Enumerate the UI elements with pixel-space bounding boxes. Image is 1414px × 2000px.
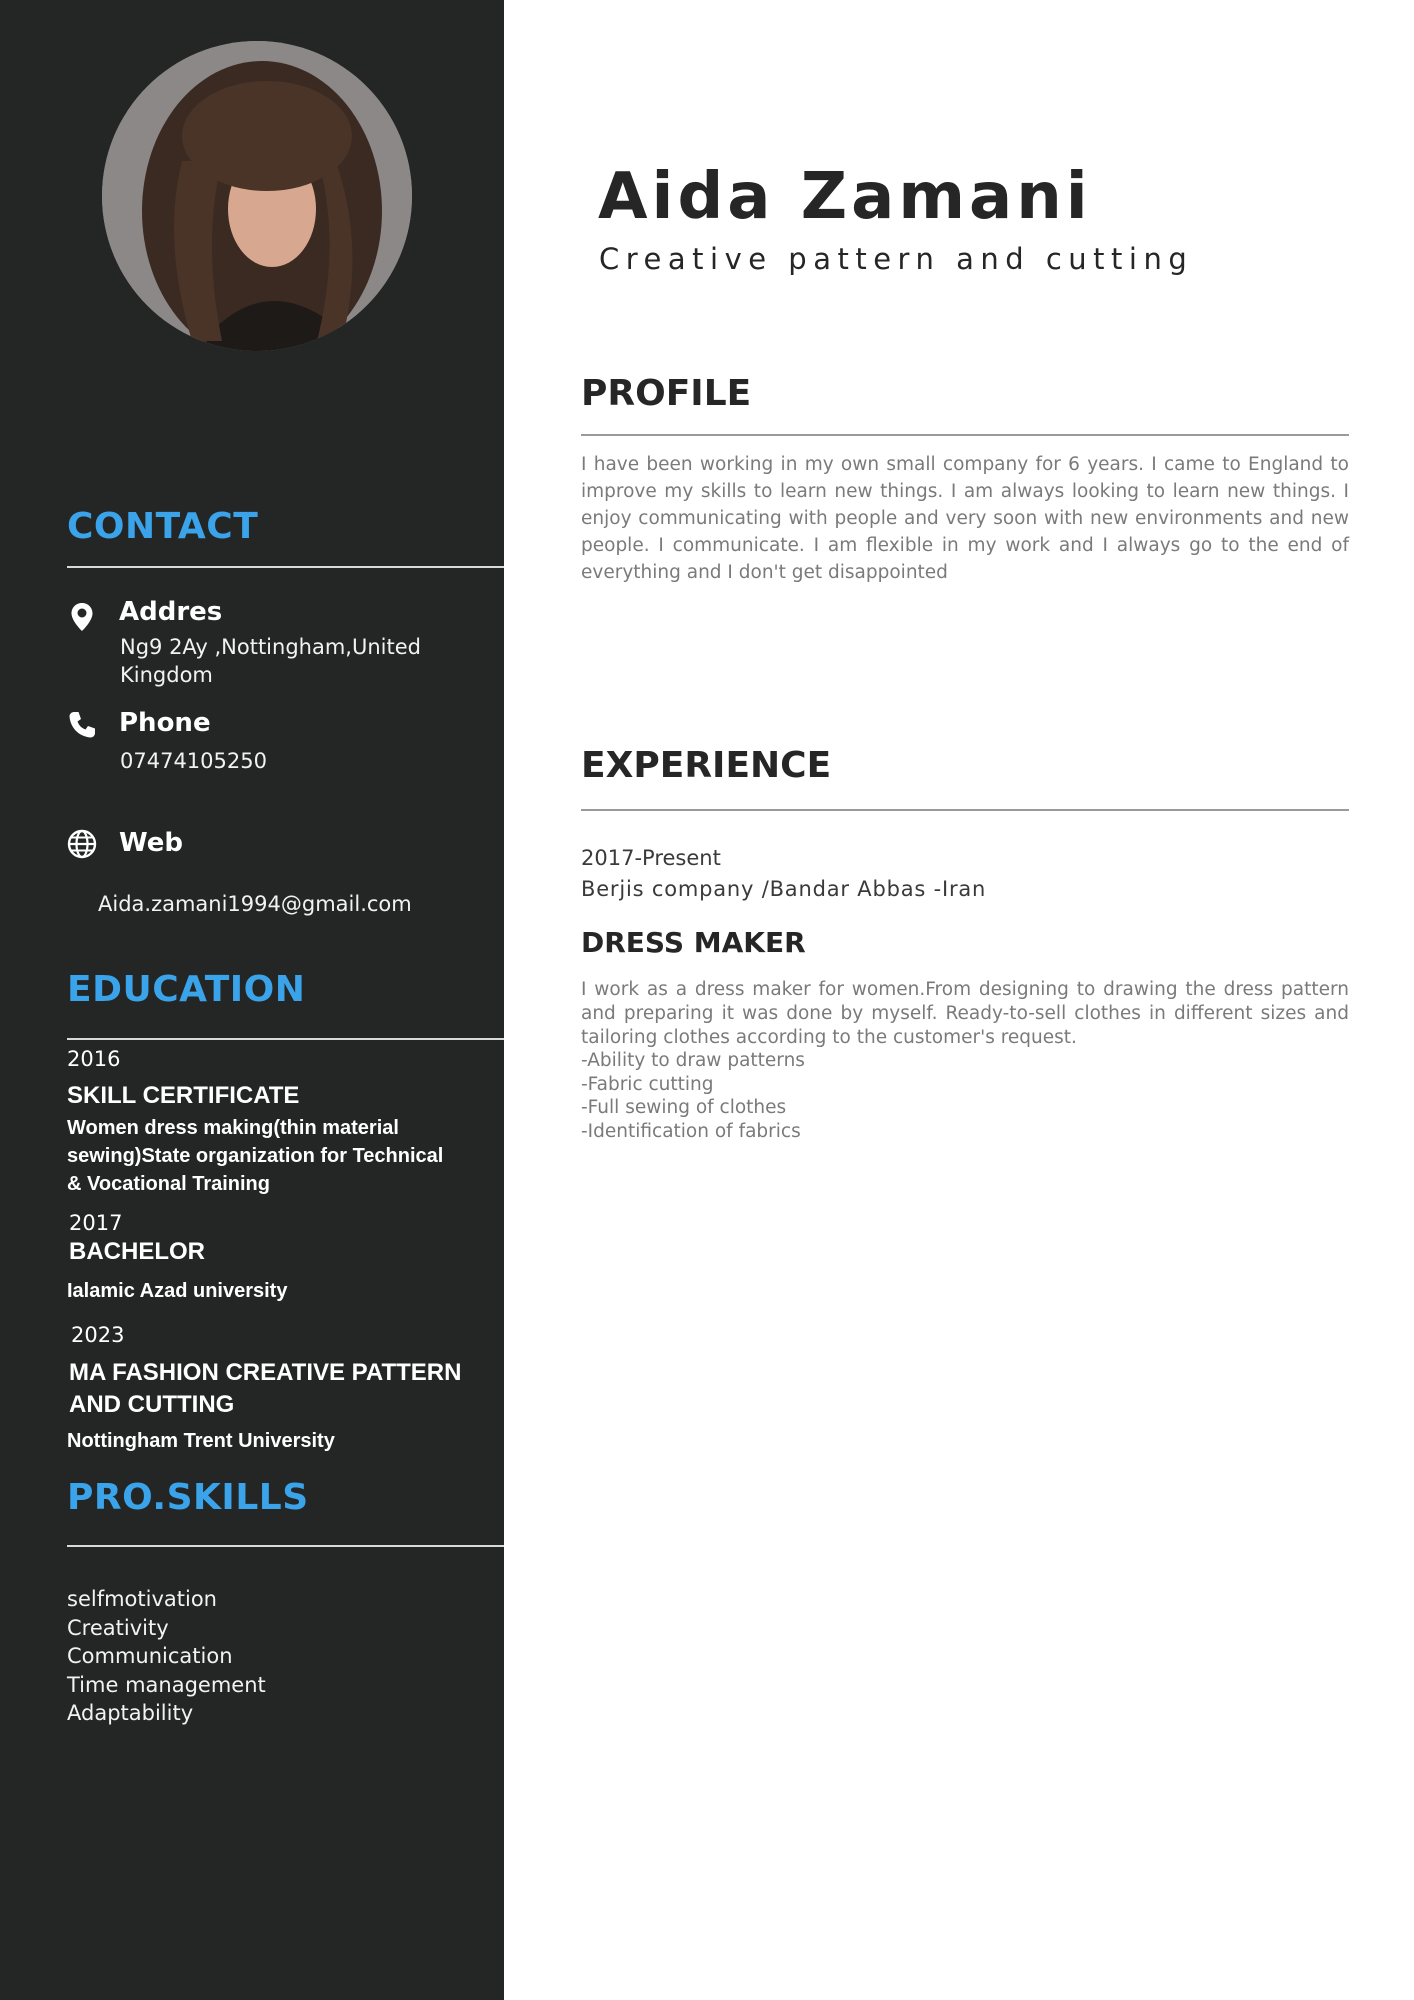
profile-heading: PROFILE xyxy=(581,373,752,414)
map-pin-icon xyxy=(67,602,97,632)
globe-icon xyxy=(67,829,97,859)
contact-divider xyxy=(67,566,504,568)
phone-icon xyxy=(67,710,97,740)
skill-item: selfmotivation xyxy=(67,1587,217,1611)
skills-heading: PRO.SKILLS xyxy=(67,1477,309,1518)
contact-heading: CONTACT xyxy=(67,506,259,547)
experience-bullet: -Fabric cutting xyxy=(581,1073,714,1095)
profile-text: I have been working in my own small company for 6 years. I came to England to improve my skills to learn new things. I am always looking to learn new things. I enjoy communicating with people and very soon with new environments and new people. I communicate. I am flexible in my work and I always go to the end of everything and I don't get disappointed xyxy=(581,454,1349,583)
address-label: Addres xyxy=(119,597,223,627)
skill-item: Communication xyxy=(67,1644,233,1668)
experience-bullets xyxy=(581,1049,805,1144)
experience-role: DRESS MAKER xyxy=(581,926,806,959)
phone-value: 07474105250 xyxy=(120,749,267,773)
address-line-1: Ng9 2Ay ,Nottingham,United xyxy=(120,635,421,659)
sidebar xyxy=(0,0,504,2000)
education-detail: Nottingham Trent University xyxy=(67,1430,335,1452)
skill-item: Adaptability xyxy=(67,1701,194,1725)
web-label: Web xyxy=(119,828,183,858)
address-line-2: Kingdom xyxy=(120,663,213,687)
web-value[interactable]: Aida.zamani1994@gmail.com xyxy=(98,892,412,916)
profile-divider xyxy=(581,434,1349,436)
education-year: 2017 xyxy=(69,1211,123,1235)
education-detail: Ialamic Azad university xyxy=(67,1280,288,1302)
education-heading: EDUCATION xyxy=(67,969,306,1010)
skill-item: Creativity xyxy=(67,1615,169,1640)
education-detail: Women dress making(thin material sewing)State organization for Technical & Vocational Training xyxy=(67,1117,444,1195)
education-year: 2016 xyxy=(67,1047,121,1071)
avatar-photo xyxy=(102,41,412,351)
education-title: MA FASHION CREATIVE PATTERN AND CUTTING xyxy=(69,1359,462,1418)
avatar xyxy=(102,41,412,351)
experience-heading: EXPERIENCE xyxy=(581,745,832,786)
skill-item: Time management xyxy=(67,1672,266,1697)
education-divider xyxy=(67,1038,504,1040)
education-title: SKILL CERTIFICATE xyxy=(67,1082,300,1109)
experience-description: I work as a dress maker for women.From designing to drawing the dress pattern and preparing it was done by myself. Ready-to-sell clothes in different sizes and tailoring clothes according to the customer's request. xyxy=(581,979,1349,1048)
experience-bullet: -Full sewing of clothes xyxy=(581,1097,787,1119)
candidate-name: Aida Zamani xyxy=(598,160,1092,234)
phone-label: Phone xyxy=(119,708,211,738)
education-title: BACHELOR xyxy=(69,1238,205,1265)
experience-dates: 2017-Present xyxy=(581,846,721,870)
skills-list xyxy=(67,1585,266,1728)
experience-bullet: -Identification of fabrics xyxy=(581,1121,801,1143)
experience-divider xyxy=(581,809,1349,811)
candidate-tagline: Creative pattern and cutting xyxy=(599,242,1194,276)
experience-company: Berjis company /Bandar Abbas -Iran xyxy=(581,877,987,901)
education-year: 2023 xyxy=(71,1323,125,1347)
experience-bullet: -Ability to draw patterns xyxy=(581,1050,805,1071)
skills-divider xyxy=(67,1545,504,1547)
